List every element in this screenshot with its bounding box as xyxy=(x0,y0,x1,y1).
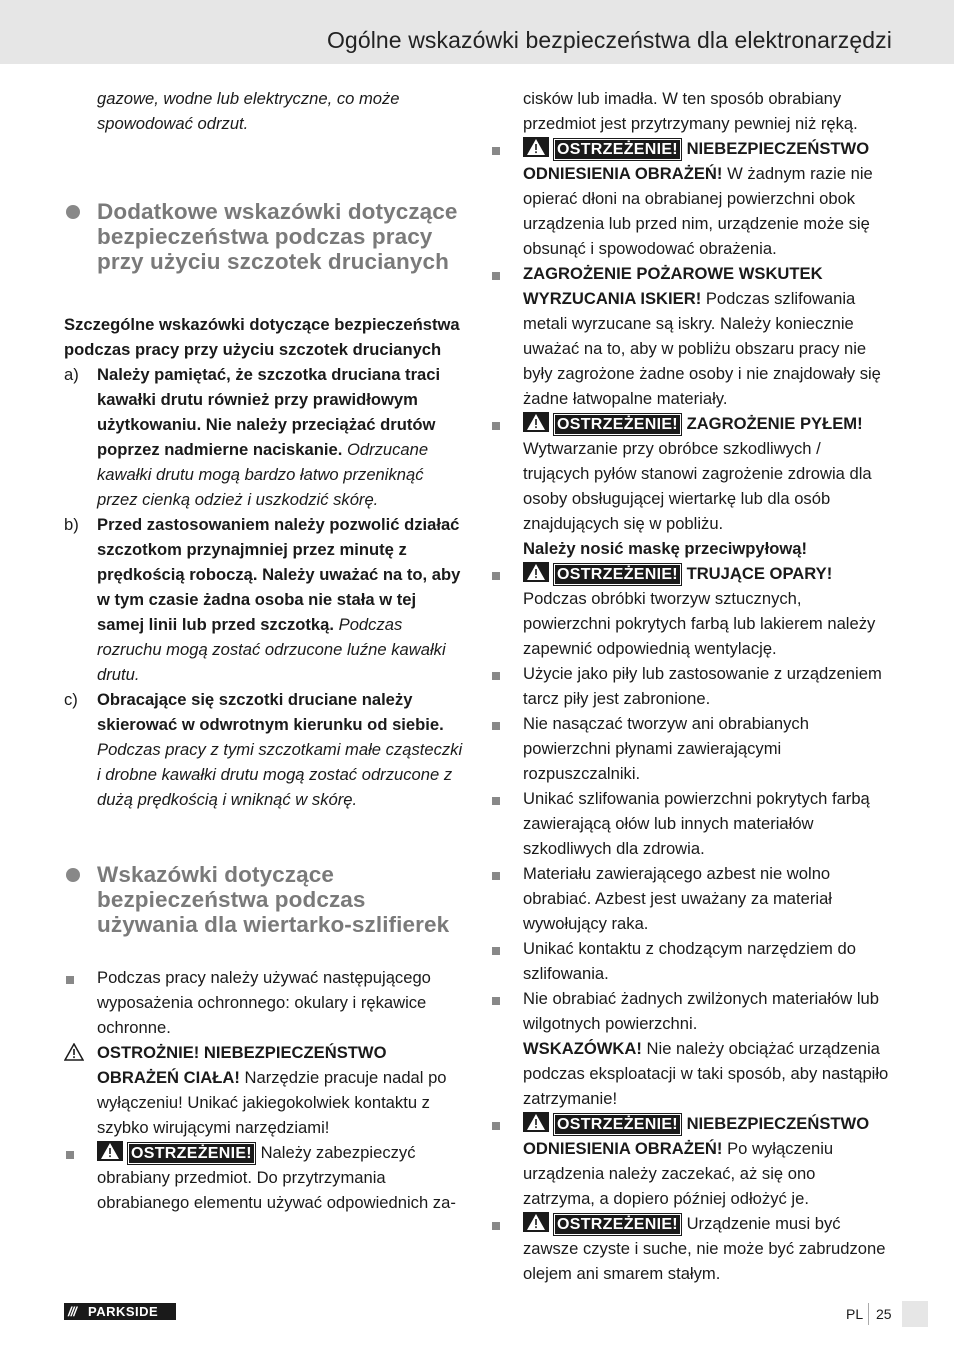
warning-item: OSTRZEŻENIE! ZAGROŻENIE PYŁEM! Wytwarzanie przy obróbce szkodliwych / trujących pyłów stanowi zagrożenie zdrowia dla osoby obsługującej wiertarkę lub dla osób znajdujących się w pobliżu. xyxy=(490,411,890,536)
note-paragraph: WSKAZÓWKA! Nie należy obciążać urządzenia podczas eksploatacji w taki sposób, aby nastąpiło zatrzymanie! xyxy=(523,1039,889,1108)
list-item: Materiału zawierającego azbest nie wolno obrabiać. Azbest jest uważany za materiał wywołujący raka. xyxy=(490,861,890,936)
warning-item: OSTRZEŻENIE! NIEBEZPIECZEŃSTWO ODNIESIENIA OBRAŻEŃ! W żadnym razie nie opierać dłoni na obrabianej powierzchni obok urządzenia lub przed nim, urządzenie może się obsunąć i spowodować obrażenia. xyxy=(490,136,890,261)
warning-item: OSTRZEŻENIE! Należy zabezpieczyć obrabiany przedmiot. Do przytrzymania obrabianego elementu używać odpowiednich za- xyxy=(64,1140,464,1215)
warning-badge: OSTRZEŻENIE! xyxy=(553,1113,682,1136)
warning-triangle-icon xyxy=(64,1043,84,1068)
list-item: Nie obrabiać żadnych zwilżonych materiałów lub wilgotnych powierzchni. xyxy=(490,986,890,1036)
right-column xyxy=(490,86,890,1286)
section-heading-drill-grinders: Wskazówki dotyczące bezpieczeństwa podczas używania dla wiertarko-szlifierek xyxy=(64,862,464,937)
list-item: ZAGROŻENIE POŻAROWE WSKUTEK WYRZUCANIA ISKIER! Podczas szlifowania metali wyrzucane są iskry. Należy koniecznie uważać na to, aby w pobliżu obszaru pracy nie były zagrożone żadne osoby i nie znajdowały się żadne łatwopalne materiały. xyxy=(490,261,890,411)
subheading: Szczególne wskazówki dotyczące bezpieczeństwa podczas pracy przy użyciu szczotek drucianych xyxy=(64,315,460,359)
bullet-circle-icon xyxy=(66,868,80,882)
list-item: a) Należy pamiętać, że szczotka druciana traci kawałki drutu również przy prawidłowym użytkowaniu. Nie należy przeciążać drutów poprzez nadmierne naciskanie. Odrzucane kawałki drutu mogą bardzo łatwo przeniknąć przez cienką odzież i uszkodzić skórę. xyxy=(64,365,441,509)
warning-triangle-icon xyxy=(523,562,549,582)
list-item: c) Obracające się szczotki druciane należy skierować w odwrotnym kierunku od siebie. Podczas pracy z tymi szczotkami małe cząsteczki i drobne kawałki drutu mogą zostać odrzucone z dużą prędkością i wniknąć w skórę. xyxy=(64,690,463,809)
list-item: Unikać kontaktu z chodzącym narzędziem do szlifowania. xyxy=(490,936,890,986)
warning-triangle-icon xyxy=(523,412,549,432)
bullet-square-icon xyxy=(66,976,74,984)
warning-triangle-icon xyxy=(523,1112,549,1132)
warning-triangle-icon xyxy=(523,137,549,157)
footer-divider xyxy=(868,1303,869,1325)
list-item: b) Przed zastosowaniem należy pozwolić działać szczotkom przynajmniej przez minutę z prędkością roboczą. Należy uważać na to, aby w tym czasie żadna osoba nie stała w tej samej linii lub przed szczotką. Podczas rozruchu mogą zostać odrzucone luźne kawałki drutu. xyxy=(64,515,461,684)
page-header xyxy=(0,0,954,64)
warning-badge: OSTRZEŻENIE! xyxy=(553,1213,682,1236)
bullet-square-icon xyxy=(492,722,500,730)
bullet-square-icon xyxy=(492,672,500,680)
intro-continuation: gazowe, wodne lub elektryczne, co może spowodować odrzut. xyxy=(97,89,400,133)
continuation-text: cisków lub imadła. W ten sposób obrabiany przedmiot jest przytrzymany pewniej niż ręką. xyxy=(523,89,858,133)
bullet-square-icon xyxy=(492,422,500,430)
list-item: Unikać szlifowania powierzchni pokrytych farbą zawierającą ołów lub innych materiałów szkodliwych dla zdrowia. xyxy=(490,786,890,861)
bullet-square-icon xyxy=(66,1151,74,1159)
list-item: Użycie jako piły lub zastosowanie z urządzeniem tarcz piły jest zabronione. xyxy=(490,661,890,711)
bullet-square-icon xyxy=(492,272,500,280)
bullet-circle-icon xyxy=(66,205,80,219)
warning-triangle-icon xyxy=(523,1212,549,1232)
warning-item: OSTRZEŻENIE! NIEBEZPIECZEŃSTWO ODNIESIENIA OBRAŻEŃ! Po wyłączeniu urządzenia należy zaczekać, aż się ono zatrzyma, a dopiero później odłożyć je. xyxy=(490,1111,890,1211)
page-title: Ogólne wskazówki bezpieczeństwa dla elektronarzędzi xyxy=(326,27,892,53)
bullet-square-icon xyxy=(492,872,500,880)
warning-item: OSTRZEŻENIE! TRUJĄCE OPARY! Podczas obróbki tworzyw sztucznych, powierzchni pokrytych farbą lub lakierem należy zapewnić odpowiednią wentylację. xyxy=(490,561,890,661)
list-item: Podczas pracy należy używać następującego wyposażenia ochronnego: okulary i rękawice ochronne. xyxy=(64,965,464,1040)
warning-badge: OSTRZEŻENIE! xyxy=(553,413,682,436)
warning-badge: OSTRZEŻENIE! xyxy=(127,1142,256,1165)
page-tab-marker xyxy=(902,1301,928,1327)
left-column xyxy=(64,86,464,1215)
warning-triangle-icon xyxy=(97,1141,123,1161)
parkside-logo: /// PARKSIDE xyxy=(64,1303,176,1320)
dust-mask-note: Należy nosić maskę przeciwpyłową! xyxy=(523,539,808,558)
language-code: PL xyxy=(846,1306,864,1322)
bullet-square-icon xyxy=(492,1122,500,1130)
bullet-square-icon xyxy=(492,797,500,805)
bullet-square-icon xyxy=(492,147,500,155)
section-heading-wire-brushes: Dodatkowe wskazówki dotyczące bezpieczeństwa podczas pracy przy użyciu szczotek drucianych xyxy=(64,199,464,274)
bullet-square-icon xyxy=(492,572,500,580)
warning-badge: OSTRZEŻENIE! xyxy=(553,563,682,586)
warning-badge: OSTRZEŻENIE! xyxy=(553,138,682,161)
warning-item: OSTRZEŻENIE! Urządzenie musi być zawsze czyste i suche, nie może być zabrudzone olejem ani smarem stałym. xyxy=(490,1211,890,1286)
bullet-square-icon xyxy=(492,997,500,1005)
bullet-square-icon xyxy=(492,1222,500,1230)
list-item: Nie nasączać tworzyw ani obrabianych powierzchni płynami zawierającymi rozpuszczalniki. xyxy=(490,711,890,786)
caution-item: OSTROŻNIE! NIEBEZPIECZEŃSTWO OBRAŻEŃ CIAŁA! Narzędzie pracuje nadal po wyłączeniu! Unikać jakiegokolwiek kontaktu z szybko wirującymi narzędziami! xyxy=(64,1040,464,1140)
page-number: 25 xyxy=(876,1306,892,1322)
bullet-square-icon xyxy=(492,947,500,955)
